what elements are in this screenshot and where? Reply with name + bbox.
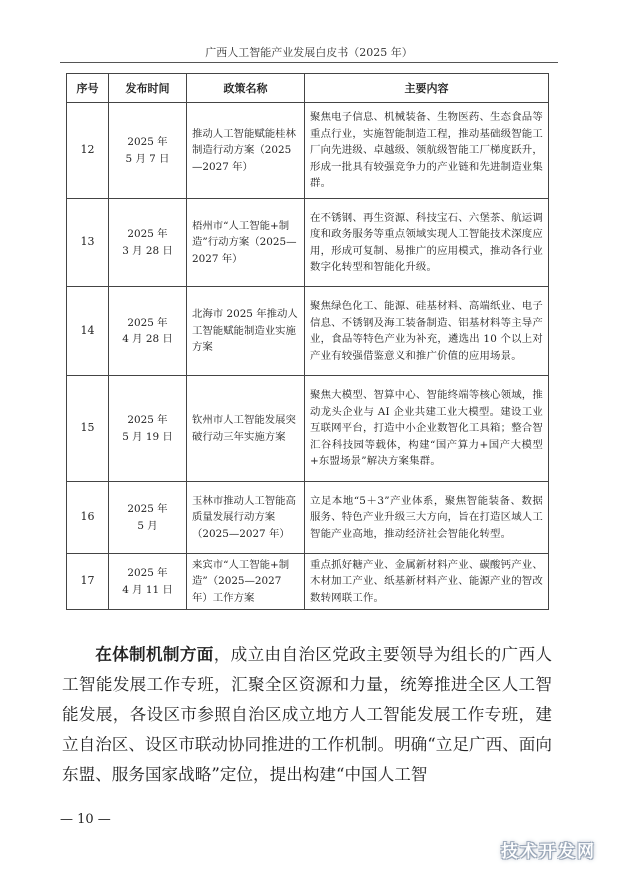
table-row <box>67 554 549 610</box>
site-watermark: 技术开发网 <box>501 842 596 862</box>
row-date-year: 2025 年 <box>127 567 168 579</box>
row-policy-name: 玉林市推动人工智能高质量发展行动方案（2025—2027 年） <box>187 482 305 554</box>
row-content: 聚焦绿色化工、能源、硅基材料、高端纸业、电子信息、不锈钢及海工装备制造、铝基材料等主导产业，食品等特色产业为补充，遴选出 10 个以上对产业有较强借鉴意义和推广价值的应用场景。 <box>305 287 549 376</box>
page-header: 广西人工智能产业发展白皮书（2025 年） <box>205 46 413 59</box>
column-header-content: 主要内容 <box>305 74 549 103</box>
row-seq: 12 <box>67 103 109 199</box>
row-date <box>109 287 187 376</box>
row-date-year: 2025 年 <box>127 136 168 148</box>
table-row <box>67 482 549 554</box>
table-row <box>67 287 549 376</box>
row-seq: 14 <box>67 287 109 376</box>
row-date <box>109 554 187 610</box>
row-date-year: 2025 年 <box>127 228 168 240</box>
body-section <box>62 640 552 790</box>
row-date-day: 4 月 11 日 <box>122 583 173 596</box>
row-seq: 16 <box>67 482 109 554</box>
row-seq: 13 <box>67 199 109 287</box>
row-policy-name: 钦州市人工智能发展突破行动三年实施方案 <box>187 376 305 482</box>
row-date-day: 4 月 28 日 <box>122 333 173 345</box>
row-policy-name: 北海市 2025 年推动人工智能赋能制造业实施方案 <box>187 287 305 376</box>
row-content: 立足本地“5＋3”产业体系，聚焦智能装备、数据服务、特色产业升级三大方向，旨在打造区域人工智能产业高地，推动经济社会智能化转型。 <box>305 482 549 554</box>
row-date-year: 2025 年 <box>127 316 168 329</box>
policy-table <box>66 73 549 610</box>
row-date-year: 2025 年 <box>127 503 168 515</box>
row-policy-name: 来宾市“人工智能+制造”（2025—2027 年）工作方案 <box>187 554 305 610</box>
column-header-seq: 序号 <box>67 74 109 103</box>
row-policy-name: 推动人工智能赋能桂林制造行动方案（2025—2027 年） <box>187 103 305 199</box>
row-date-day: 3 月 28 日 <box>122 244 173 257</box>
table-row <box>67 199 549 287</box>
row-date-year: 2025 年 <box>127 414 168 426</box>
row-content: 重点抓好糖产业、金属新材料产业、碳酸钙产业、木材加工产业、纸基新材料产业、能源产业的智改数转网联工作。 <box>305 554 549 610</box>
row-date <box>109 482 187 554</box>
table-header-row <box>67 74 549 103</box>
row-date <box>109 199 187 287</box>
column-header-date: 发布时间 <box>109 74 187 103</box>
row-content: 聚焦大模型、智算中心、智能终端等核心领域，推动龙头企业与 AI 企业共建工业大模型。建设工业互联网平台，打造中小企业数智化工具箱；整合智汇谷科技园等载体，构建“国产算力+国产大模型+东盟场景”解决方案集群。 <box>305 376 549 482</box>
column-header-name: 政策名称 <box>187 74 305 103</box>
body-paragraph <box>62 640 552 790</box>
paragraph-text: ，成立由自治区党政主要领导为组长的广西人工智能发展工作专班，汇聚全区资源和力量，统筹推进全区人工智能发展，各设区市参照自治区成立地方人工智能发展工作专班，建立自治区、设区市联动协同推进的工作机制。明确“立足广西、面向东盟、服务国家战略”定位，提出构建“中国人工智 <box>62 645 553 784</box>
header-divider <box>60 62 558 63</box>
row-policy-name: 梧州市“人工智能+制造”行动方案（2025—2027 年） <box>187 199 305 287</box>
paragraph-lead: 在体制机制方面 <box>95 645 214 664</box>
row-date-day: 5 月 7 日 <box>125 152 170 165</box>
row-content: 聚焦电子信息、机械装备、生物医药、生态食品等重点行业，实施智能制造工程，推动基础级智能工厂向先进级、卓越级、领航级智能工厂梯度跃升，形成一批具有较强竞争力的产业链和先进制造业集群。 <box>305 103 549 199</box>
row-date-day: 5 月 <box>137 519 158 532</box>
row-date <box>109 103 187 199</box>
row-date <box>109 376 187 482</box>
table-row <box>67 376 549 482</box>
row-date-day: 5 月 19 日 <box>122 430 173 443</box>
page-number: — 10 — <box>60 812 111 827</box>
row-seq: 17 <box>67 554 109 610</box>
row-seq: 15 <box>67 376 109 482</box>
table-row <box>67 103 549 199</box>
row-content: 在不锈钢、再生资源、科技宝石、六堡茶、航运调度和政务服务等重点领域实现人工智能技术深度应用，形成可复制、易推广的应用模式，推动各行业数字化转型和智能化升级。 <box>305 199 549 287</box>
